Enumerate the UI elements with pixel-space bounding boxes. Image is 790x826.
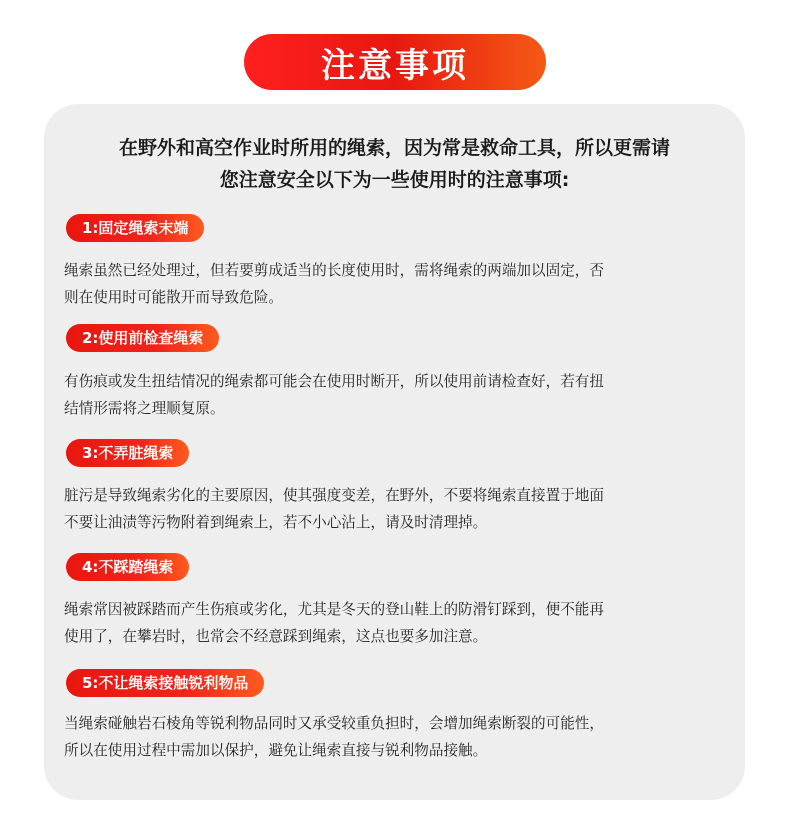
section-2-badge: 2:使用前检查绳索 (66, 324, 219, 352)
section-5-text (64, 710, 734, 764)
section-2-line-1: 有伤痕或发生扭结情况的绳索都可能会在使用时断开，所以使用前请检查好，若有扭 (64, 373, 604, 390)
intro-line-1: 在野外和高空作业时所用的绳索，因为常是救命工具，所以更需请 (118, 137, 670, 159)
section-2-text (64, 368, 734, 422)
page-title: 注意事项 (244, 34, 546, 90)
section-3-badge: 3:不弄脏绳索 (66, 439, 189, 467)
section-1-line-2: 则在使用时可能散开而导致危险。 (64, 289, 283, 306)
section-4-badge: 4:不踩踏绳索 (66, 553, 189, 581)
section-1-text (64, 257, 734, 311)
section-4-line-1: 绳索常因被踩踏而产生伤痕或劣化，尤其是冬天的登山鞋上的防滑钉踩到，便不能再 (64, 601, 604, 618)
section-1-badge: 1:固定绳索末端 (66, 214, 204, 242)
section-5-line-1: 当绳索碰触岩石棱角等锐利物品同时又承受较重负担时，会增加绳索断裂的可能性， (64, 715, 604, 732)
section-5-badge: 5:不让绳索接触锐利物品 (66, 669, 264, 697)
section-3-line-1: 脏污是导致绳索劣化的主要原因，使其强度变差，在野外，不要将绳索直接置于地面 (64, 487, 604, 504)
section-3-text (64, 482, 734, 536)
section-3-line-2: 不要让油渍等污物附着到绳索上，若不小心沾上，请及时清理掉。 (64, 514, 488, 531)
section-1-line-1: 绳索虽然已经处理过，但若要剪成适当的长度使用时，需将绳索的两端加以固定，否 (64, 262, 604, 279)
section-4-text (64, 596, 734, 650)
intro-text (44, 132, 745, 196)
section-5-line-2: 所以在使用过程中需加以保护，避免让绳索直接与锐利物品接触。 (64, 742, 488, 759)
section-2-line-2: 结情形需将之理顺复原。 (64, 400, 225, 417)
section-4-line-2: 使用了，在攀岩时，也常会不经意踩到绳索，这点也要多加注意。 (64, 628, 488, 645)
intro-line-2: 您注意安全以下为一些使用时的注意事项: (219, 169, 570, 191)
notice-panel (44, 104, 745, 800)
